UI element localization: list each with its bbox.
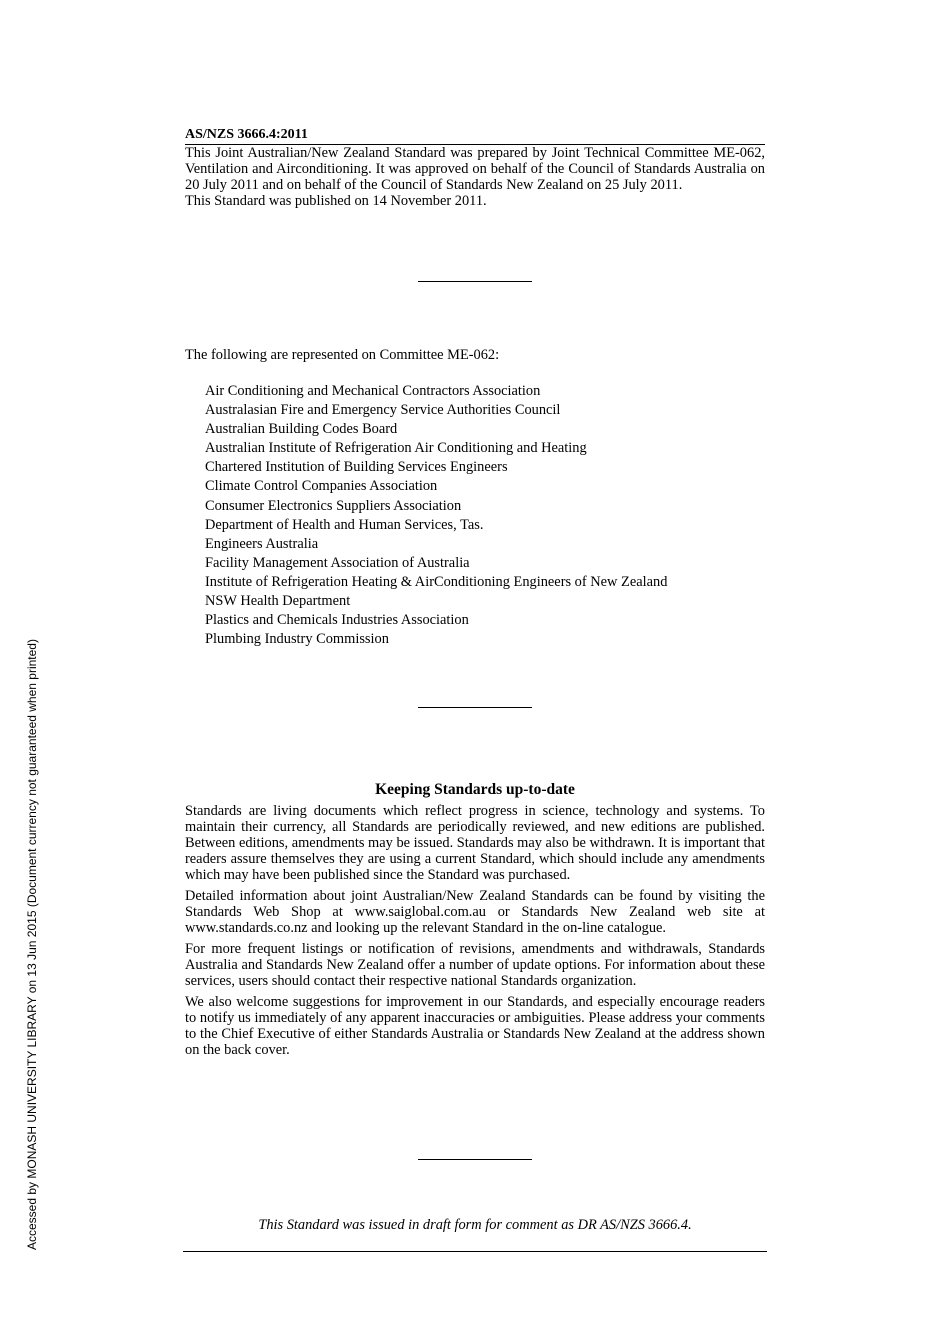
committee-member-list (205, 382, 667, 649)
footer-rule (183, 1251, 767, 1252)
committee-member: Engineers Australia (205, 535, 319, 552)
committee-member: Air Conditioning and Mechanical Contractors Association (205, 383, 541, 399)
committee-member: Australian Building Codes Board (205, 421, 398, 438)
committee-member: Department of Health and Human Services, Tas. (205, 516, 484, 533)
access-watermark: Accessed by MONASH UNIVERSITY LIBRARY on 13 Jun 2015 (Document currency not guaranteed when printed) (25, 639, 39, 1250)
keeping-standards-heading: Keeping Standards up-to-date (375, 781, 575, 798)
body-paragraph: Detailed information about joint Australian/New Zealand Standards can be found by visiting the Standards Web Shop at www.saiglobal.com.au or Standards New Zealand web site at www.standards.co.nz and looking up the relevant Standard in the on-line catalogue. (185, 888, 765, 936)
approval-statement (185, 145, 765, 209)
committee-member: Plumbing Industry Commission (205, 631, 389, 648)
committee-member: Consumer Electronics Suppliers Association (205, 497, 462, 514)
section-divider (418, 1159, 532, 1160)
draft-note: This Standard was issued in draft form for comment as DR AS/NZS 3666.4. (258, 1217, 692, 1233)
committee-member: Climate Control Companies Association (205, 478, 438, 495)
committee-member: Australian Institute of Refrigeration Air Conditioning and Heating (205, 440, 587, 457)
committee-member: Facility Management Association of Australia (205, 554, 470, 571)
keeping-standards-body (185, 803, 765, 1063)
publication-paragraph: This Standard was published on 14 November 2011. (185, 193, 487, 209)
body-paragraph: Standards are living documents which reflect progress in science, technology and systems. To maintain their currency, all Standards are periodically reviewed, and new editions are published. Between editions, amendments may be issued. Standards may also be withdrawn. It is important that readers assure themselves they are using a current Standard, which should include any amendments which may have been published since the Standard was purchased. (185, 803, 765, 883)
body-paragraph: We also welcome suggestions for improvement in our Standards, and especially encourage readers to notify us immediately of any apparent inaccuracies or ambiguities. Please address your comments to the Chief Executive of either Standards Australia or Standards New Zealand at the address shown on the back cover. (185, 994, 765, 1058)
approval-paragraph: This Joint Australian/New Zealand Standard was prepared by Joint Technical Committee ME-062, Ventilation and Airconditioning. It was approved on behalf of the Council of Standards Australia on 20 July 2011 and on behalf of the Council of Standards New Zealand on 25 July 2011. (185, 145, 765, 193)
committee-member: Chartered Institution of Building Services Engineers (205, 459, 508, 476)
committee-member: Institute of Refrigeration Heating & AirConditioning Engineers of New Zealand (205, 573, 668, 590)
committee-member: Australasian Fire and Emergency Service Authorities Council (205, 402, 561, 419)
committee-intro: The following are represented on Committee ME-062: (185, 347, 500, 363)
section-divider (418, 707, 532, 708)
body-paragraph: For more frequent listings or notification of revisions, amendments and withdrawals, Standards Australia and Standards New Zealand offer a number of update options. For information about these services, users should contact their respective national Standards organization. (185, 941, 765, 989)
standard-identifier: AS/NZS 3666.4:2011 (185, 127, 765, 145)
committee-member: Plastics and Chemicals Industries Association (205, 612, 469, 629)
committee-member: NSW Health Department (205, 593, 351, 610)
section-divider (418, 281, 532, 282)
